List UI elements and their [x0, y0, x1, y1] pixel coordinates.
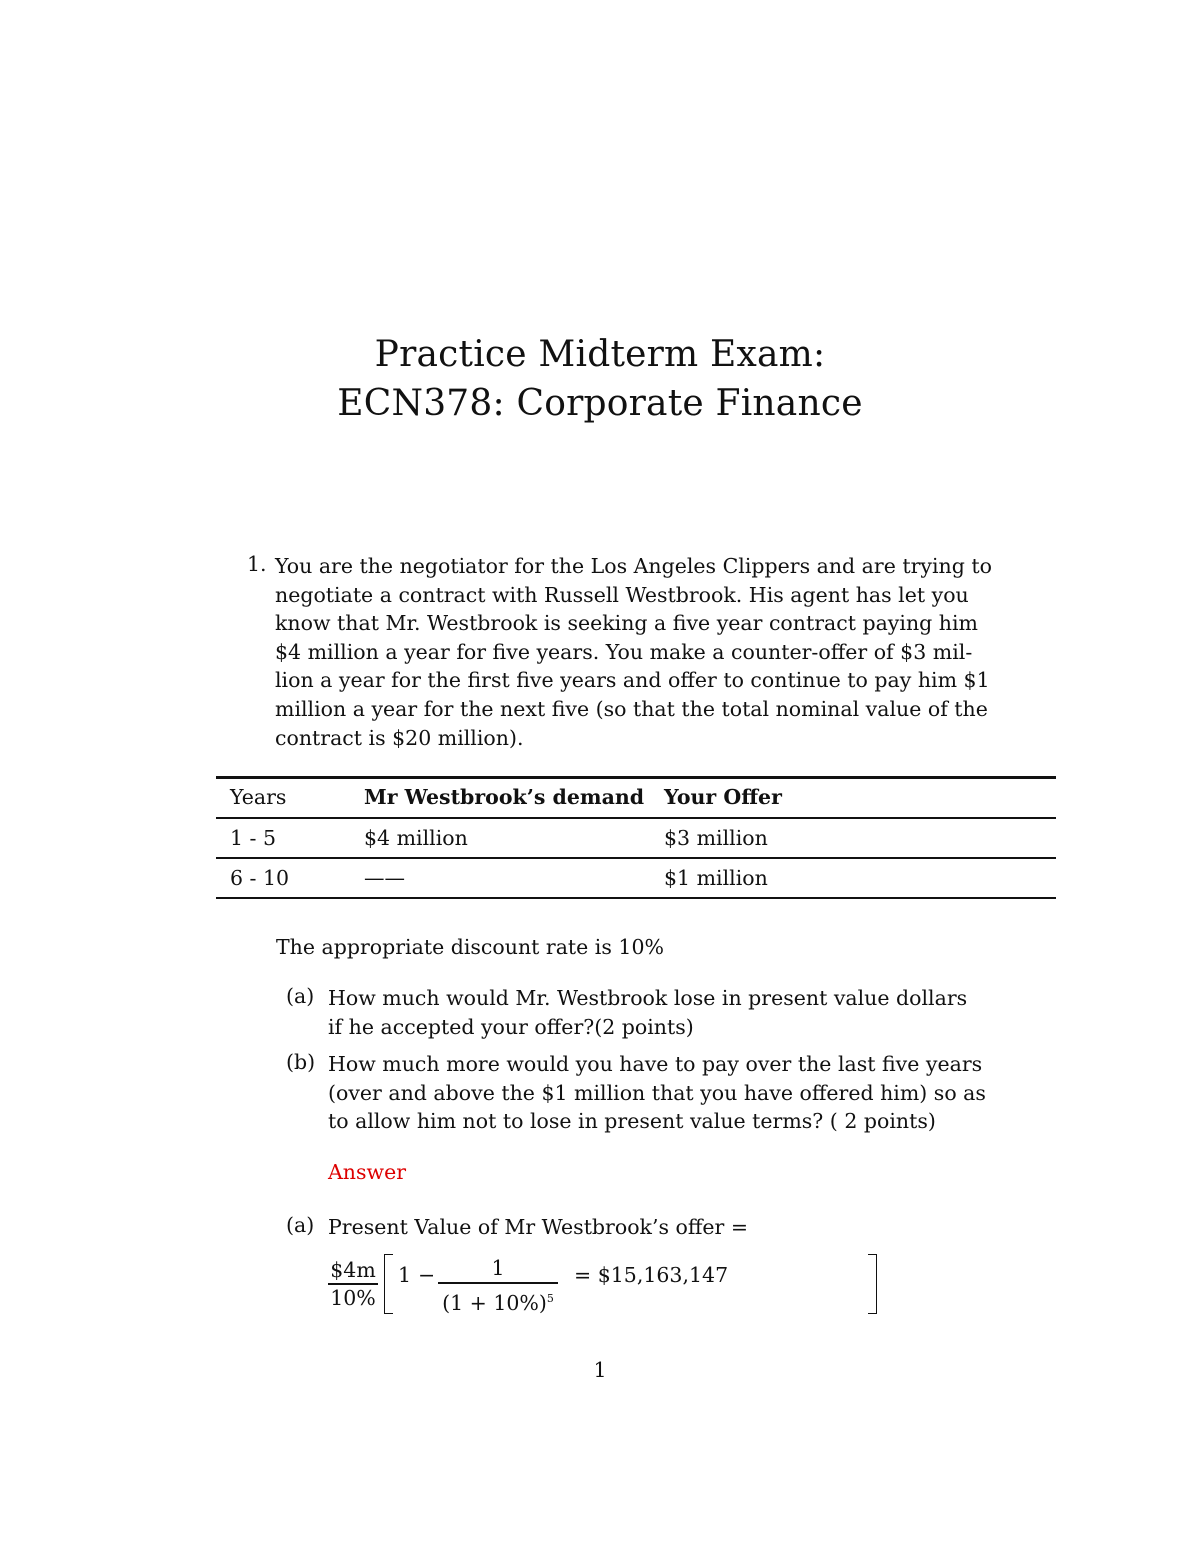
right-bracket [868, 1254, 877, 1314]
exponent: 5 [546, 1291, 554, 1305]
table-top-rule [216, 776, 1056, 779]
fraction-bar [438, 1282, 558, 1284]
present-value-formula [320, 1252, 740, 1322]
paragraph-line: $4 million a year for five years. You make a counter-offer of $3 mil- [275, 639, 973, 664]
discount-rate-text: The appropriate discount rate is 10% [276, 935, 664, 959]
annuity-fraction [328, 1258, 378, 1310]
discount-fraction [438, 1256, 558, 1315]
left-bracket [384, 1254, 393, 1314]
table-cell: $3 million [664, 826, 768, 850]
table-cell: 1 - 5 [230, 826, 277, 850]
part-a-text [328, 984, 980, 1041]
exam-title: Practice Midterm Exam: [374, 334, 826, 375]
paragraph-line: You are the negotiator for the Los Angeles Clippers and are trying to [275, 554, 992, 578]
paragraph-line: contract is $20 million). [275, 725, 524, 750]
table-header-demand: Mr Westbrook’s demand [364, 785, 645, 809]
fraction-denominator [438, 1286, 558, 1315]
course-title: ECN378: Corporate Finance [337, 383, 863, 424]
fraction-denominator: 10% [330, 1285, 376, 1310]
table-header-offer: Your Offer [664, 785, 782, 809]
part-line: How much would Mr. Westbrook lose in present value dollars [328, 986, 968, 1010]
part-a-label: (a) [286, 984, 315, 1008]
table-rule [216, 857, 1056, 859]
table-cell: $1 million [664, 866, 768, 890]
paragraph-line: lion a year for the first five years and offer to continue to pay him $1 [275, 668, 990, 693]
table-cell: 6 - 10 [230, 866, 290, 890]
answer-heading: Answer [328, 1160, 407, 1184]
fraction-numerator: $4m [330, 1258, 376, 1282]
part-b-text [328, 1050, 986, 1136]
question-number: 1. [247, 552, 267, 576]
page-number: 1 [593, 1358, 607, 1382]
answer-a-text: Present Value of Mr Westbrook’s offer = [328, 1215, 749, 1239]
table-rule [216, 817, 1056, 819]
formula-one: 1 [398, 1263, 412, 1287]
part-line: (over and above the $1 million that you have offered him) so as [328, 1080, 986, 1105]
table-header-years: Years [230, 785, 287, 809]
paragraph-line: negotiate a contract with Russell Westbrook. His agent has let you [275, 582, 969, 607]
table-cell: —— [364, 866, 405, 890]
answer-a-label: (a) [286, 1213, 315, 1237]
fraction-numerator: 1 [491, 1256, 505, 1280]
table-bottom-rule [216, 897, 1056, 899]
formula-result: = $15,163,147 [574, 1263, 729, 1287]
part-b-label: (b) [286, 1050, 316, 1074]
part-line: if he accepted your offer?(2 points) [328, 1014, 694, 1039]
part-line: to allow him not to lose in present value terms? ( 2 points) [328, 1109, 936, 1134]
question-paragraph [275, 552, 995, 752]
paragraph-line: know that Mr. Westbrook is seeking a five year contract paying him [275, 611, 978, 636]
discount-base: (1 + 10%) [442, 1290, 547, 1315]
fraction-bar [328, 1283, 378, 1285]
paragraph-line: million a year for the next five (so that the total nominal value of the [275, 696, 988, 721]
table-cell: $4 million [364, 826, 468, 850]
formula-minus: − [418, 1263, 436, 1287]
part-line: How much more would you have to pay over the last five years [328, 1052, 983, 1076]
